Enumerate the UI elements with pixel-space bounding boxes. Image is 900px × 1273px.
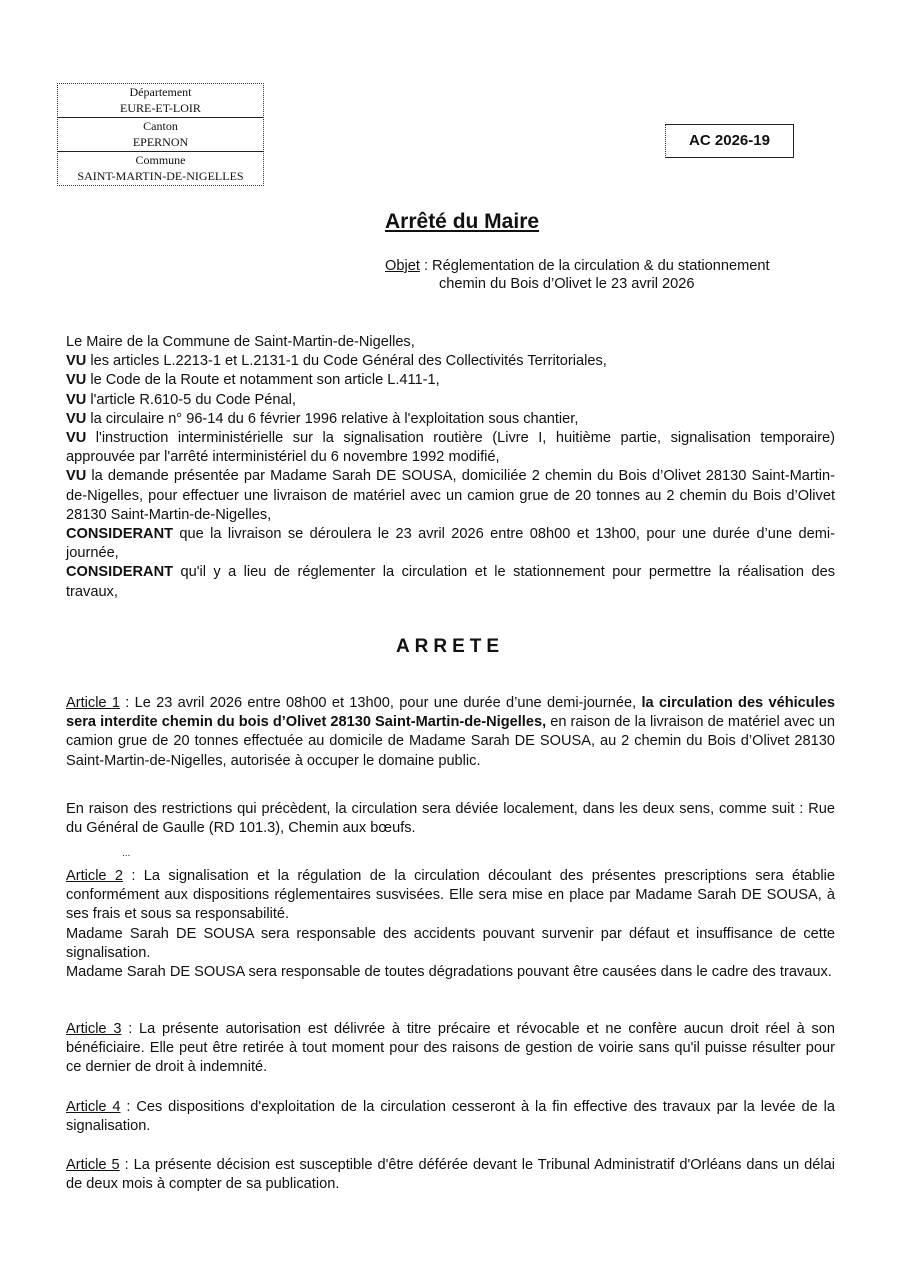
preamble-intro: Le Maire de la Commune de Saint-Martin-de-Nigelles, bbox=[66, 334, 415, 350]
article-label: Article 2 bbox=[66, 868, 124, 884]
ellipsis-mark: ... bbox=[122, 848, 131, 859]
article-4 bbox=[66, 1098, 835, 1136]
canton-value: EPERNON bbox=[132, 134, 189, 149]
article-text: : La signalisation et la régulation de la circulation découlant des présentes prescriptions sera établie conformément aux dispositions réglementaires susvisées. Elle sera mise en place par Madame Sarah DE SOUSA, à ses frais et sous sa responsabilité. bbox=[66, 868, 835, 923]
canton-cell bbox=[58, 118, 263, 152]
commune-cell bbox=[58, 152, 263, 185]
vu-label: VU bbox=[66, 372, 87, 389]
article-1 bbox=[66, 694, 835, 771]
commune-value: SAINT-MARTIN-DE-NIGELLES bbox=[77, 168, 244, 183]
considerant-text: que la livraison se déroulera le 23 avril 2026 entre 08h00 et 13h00, pour une durée d’une demi-journée, bbox=[66, 526, 835, 562]
article-text: : Le 23 avril 2026 entre 08h00 et 13h00, pour une durée d’une demi-journée, bbox=[119, 695, 642, 711]
deviation-paragraph bbox=[66, 800, 835, 838]
departement-value: EURE-ET-LOIR bbox=[120, 100, 201, 115]
page-title: Arrêté du Maire bbox=[385, 210, 540, 233]
article-text: en raison de la livraison de matériel avec un camion grue de 20 tonnes effectuée au domicile de Madame Sarah DE SOUSA, au 2 chemin du Bois d’Olivet 28130 Saint-Martin-de-Nigelles, autorisée à occuper le domaine public. bbox=[66, 714, 835, 769]
article-label: Article 1 bbox=[66, 695, 120, 711]
article-text: Madame Sarah DE SOUSA sera responsable de toutes dégradations pouvant être causées dans le cadre des travaux. bbox=[66, 964, 832, 981]
vu-label: VU bbox=[66, 391, 87, 408]
vu-label: VU bbox=[66, 468, 87, 485]
arrete-heading: ARRETE bbox=[395, 636, 505, 657]
vu-label: VU bbox=[66, 410, 87, 427]
vu-text: l'article R.610-5 du Code Pénal, bbox=[86, 391, 296, 408]
vu-item bbox=[66, 467, 835, 525]
vu-text: le Code de la Route et notamment son article L.411-1, bbox=[86, 372, 440, 389]
vu-label: VU bbox=[66, 430, 87, 447]
considerant-label: CONSIDERANT bbox=[66, 564, 174, 581]
article-2 bbox=[66, 867, 835, 982]
vu-label: VU bbox=[66, 353, 87, 370]
objet-line2: chemin du Bois d’Olivet le 23 avril 2026 bbox=[439, 276, 695, 292]
vu-text: la circulaire n° 96-14 du 6 février 1996 relative à l'exploitation sous chantier, bbox=[86, 410, 579, 427]
article-text: Madame Sarah DE SOUSA sera responsable des accidents pouvant survenir par défaut et insuffisance de cette signalisation. bbox=[66, 925, 835, 961]
objet-label: Objet bbox=[385, 258, 420, 274]
article-label: Article 4 bbox=[66, 1099, 121, 1115]
vu-item bbox=[66, 410, 835, 429]
commune-label: Commune bbox=[135, 153, 186, 167]
objet bbox=[385, 257, 835, 293]
article-label: Article 3 bbox=[66, 1021, 122, 1037]
canton-label: Canton bbox=[143, 119, 178, 133]
considerant-item bbox=[66, 525, 835, 563]
article-text: : La présente autorisation est délivrée à titre précaire et révocable et ne confère aucun droit réel à son bénéficiaire. Elle peut être retirée à tout moment pour des raisons de gestion de voirie sans qu'il puisse résulter pour ce dernier de droit à indemnité. bbox=[66, 1021, 835, 1076]
considerant-text: qu'il y a lieu de réglementer la circulation et le stationnement pour permettre la réalisation des travaux, bbox=[66, 564, 835, 600]
vu-item bbox=[66, 371, 835, 390]
departement-cell bbox=[58, 84, 263, 118]
vu-text: la demande présentée par Madame Sarah DE SOUSA, domiciliée 2 chemin du Bois d’Olivet 28130 Saint-Martin-de-Nigelles, pour effectuer une livraison de matériel avec un camion grue de 20 tonnes au 2 chemin du Bois d’Olivet 28130 Saint-Martin-de-Nigelles, bbox=[66, 468, 835, 523]
vu-text: les articles L.2213-1 et L.2131-1 du Code Général des Collectivités Territoriales, bbox=[86, 353, 607, 370]
article-label: Article 5 bbox=[66, 1157, 120, 1173]
article-5 bbox=[66, 1156, 835, 1194]
departement-label: Département bbox=[129, 85, 192, 99]
vu-text: l'instruction interministérielle sur la signalisation routière (Livre I, huitième partie, signalisation temporaire) approuvée par l'arrêté interministériel du 6 novembre 1992 modifié, bbox=[66, 430, 835, 466]
article-bold-text: la circulation des véhicules sera interdite chemin du bois d’Olivet 28130 Saint-Martin-de-Nigelles, bbox=[66, 695, 835, 731]
vu-item bbox=[66, 391, 835, 410]
vu-item bbox=[66, 429, 835, 467]
objet-line1: : Réglementation de la circulation & du stationnement bbox=[419, 258, 770, 274]
considerant-label: CONSIDERANT bbox=[66, 526, 174, 543]
reference-number: AC 2026-19 bbox=[665, 124, 794, 158]
article-text: : Ces dispositions d'exploitation de la circulation cesseront à la fin effective des travaux par la levée de la signalisation. bbox=[66, 1099, 836, 1135]
article-3 bbox=[66, 1020, 835, 1078]
preamble bbox=[66, 333, 835, 602]
vu-item bbox=[66, 352, 835, 371]
article-text: : La présente décision est susceptible d'être déférée devant le Tribunal Administratif d'Orléans dans un délai de deux mois à compter de sa publication. bbox=[66, 1157, 835, 1193]
administrative-header-box bbox=[57, 83, 264, 186]
considerant-item bbox=[66, 563, 835, 601]
deviation-text: En raison des restrictions qui précèdent, la circulation sera déviée localement, dans les deux sens, comme suit : Rue du Général de Gaulle (RD 101.3), Chemin aux bœufs. bbox=[66, 801, 835, 837]
